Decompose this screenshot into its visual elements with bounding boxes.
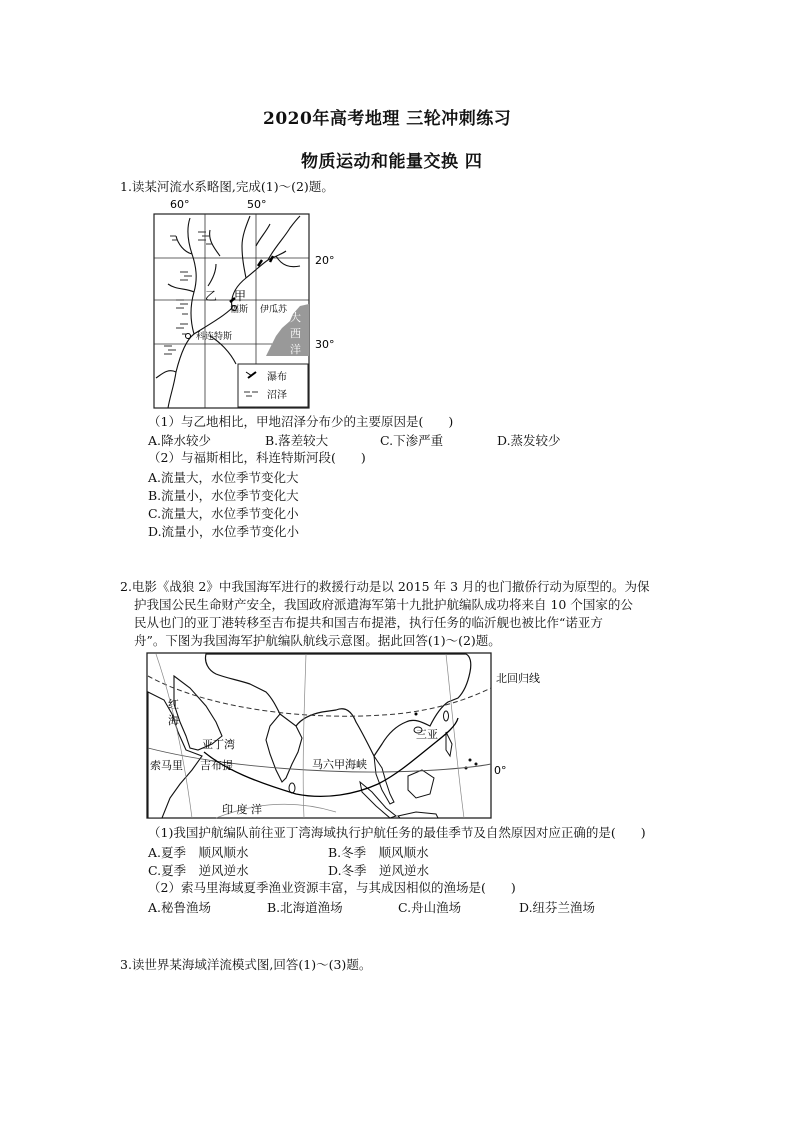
q1-sub1: （1）与乙地相比，甲地沼泽分布少的主要原因是( ) — [148, 414, 454, 429]
document-title: 2020年高考地理 三轮冲刺练习 — [263, 109, 512, 129]
q2-stem-line-1: 2.电影《战狼 2》中我国海军进行的救援行动是以 2015 年 3 月的也门撤侨行动为原型的。为保 — [120, 579, 650, 594]
ocean-char-3: 洋 — [290, 343, 301, 356]
q1-sub1-opt-a[interactable]: A.降水较少 — [148, 433, 212, 448]
q2-sub1: （1)我国护航编队前往亚丁湾海域执行护航任务的最佳季节及自然原因对应正确的是( ) — [148, 825, 646, 840]
q1-sub2-opt-c[interactable]: C.流量大，水位季节变化小 — [148, 506, 299, 521]
q2-sub2-opt-a[interactable]: A.秘鲁渔场 — [148, 900, 212, 915]
ocean-char-2: 西 — [290, 327, 301, 340]
ocean-char-1: 大 — [290, 311, 301, 324]
malacca-label: 马六甲海峡 — [312, 758, 367, 771]
q2-sub2-opt-b[interactable]: B.北海道渔场 — [267, 900, 343, 915]
equator-label: 0° — [494, 764, 507, 777]
map-lon-60: 60° — [170, 198, 190, 211]
q2-sub2-opt-d[interactable]: D.纽芬兰渔场 — [519, 900, 596, 915]
city-kelian: 科连特斯 — [196, 332, 233, 342]
place-yi: 乙 — [205, 289, 218, 303]
document-subtitle: 物质运动和能量交换 四 — [301, 152, 483, 172]
q1-sub1-opt-d[interactable]: D.蒸发较少 — [497, 433, 561, 448]
q1-sub2: （2）与福斯相比，科连特斯河段( ) — [148, 450, 366, 465]
red-sea-char-2: 海 — [168, 714, 179, 727]
q2-sub1-opt-a[interactable]: A.夏季 顺风顺水 — [148, 845, 249, 860]
red-sea-char-1: 红 — [168, 698, 179, 711]
q2-stem-line-4: 舟”。下图为我国海军护航编队航线示意图。据此回答(1)～(2)题。 — [134, 633, 501, 648]
city-fusi: 福斯 — [230, 305, 249, 315]
q1-sub2-opt-a[interactable]: A.流量大，水位季节变化大 — [148, 470, 299, 485]
q1-stem: 1.读某河流水系略图,完成(1)～(2)题。 — [120, 179, 334, 194]
q1-sub1-opt-b[interactable]: B.落差较大 — [265, 433, 329, 448]
map-lat-20: 20° — [315, 254, 335, 267]
q2-sub2: （2）索马里海域夏季渔业资源丰富，与其成因相似的渔场是( ) — [148, 880, 516, 895]
sanya-label: 三亚 — [416, 728, 438, 741]
river-system-map — [150, 196, 350, 416]
aden-label: 亚丁湾 — [202, 738, 235, 751]
q1-sub2-opt-d[interactable]: D.流量小，水位季节变化小 — [148, 524, 300, 539]
somalia-label: 索马里 — [150, 759, 183, 772]
map-lon-50: 50° — [247, 198, 267, 211]
map-lat-30: 30° — [315, 338, 335, 351]
q2-sub1-opt-d[interactable]: D.冬季 逆风逆水 — [328, 863, 430, 878]
legend-waterfall: 瀑布 — [267, 372, 287, 383]
escort-route-map — [146, 652, 546, 820]
q2-sub1-opt-b[interactable]: B.冬季 顺风顺水 — [328, 845, 429, 860]
indian-ocean-label: 印 度 洋 — [222, 803, 262, 816]
tropic-label: 北回归线 — [496, 672, 540, 685]
q2-sub2-opt-c[interactable]: C.舟山渔场 — [398, 900, 462, 915]
q3-stem: 3.读世界某海域洋流模式图,回答(1)～(3)题。 — [120, 957, 372, 972]
city-yiguasu: 伊瓜苏 — [260, 305, 288, 315]
q1-sub2-opt-b[interactable]: B.流量小，水位季节变化大 — [148, 488, 299, 503]
djibouti-label: 吉布提 — [200, 759, 233, 772]
legend-marsh: 沼泽 — [267, 390, 287, 401]
q2-sub1-opt-c[interactable]: C.夏季 逆风逆水 — [148, 863, 249, 878]
q2-stem-line-2: 护我国公民生命财产安全，我国政府派遣海军第十九批护航编队成功将来自 10 个国家的公 — [134, 597, 633, 612]
q2-stem-line-3: 民从也门的亚丁港转移至吉布提共和国吉布提港，执行任务的临沂舰也被比作“诺亚方 — [134, 615, 603, 630]
q1-sub1-opt-c[interactable]: C.下渗严重 — [380, 433, 444, 448]
place-jia: 甲 — [234, 289, 247, 303]
